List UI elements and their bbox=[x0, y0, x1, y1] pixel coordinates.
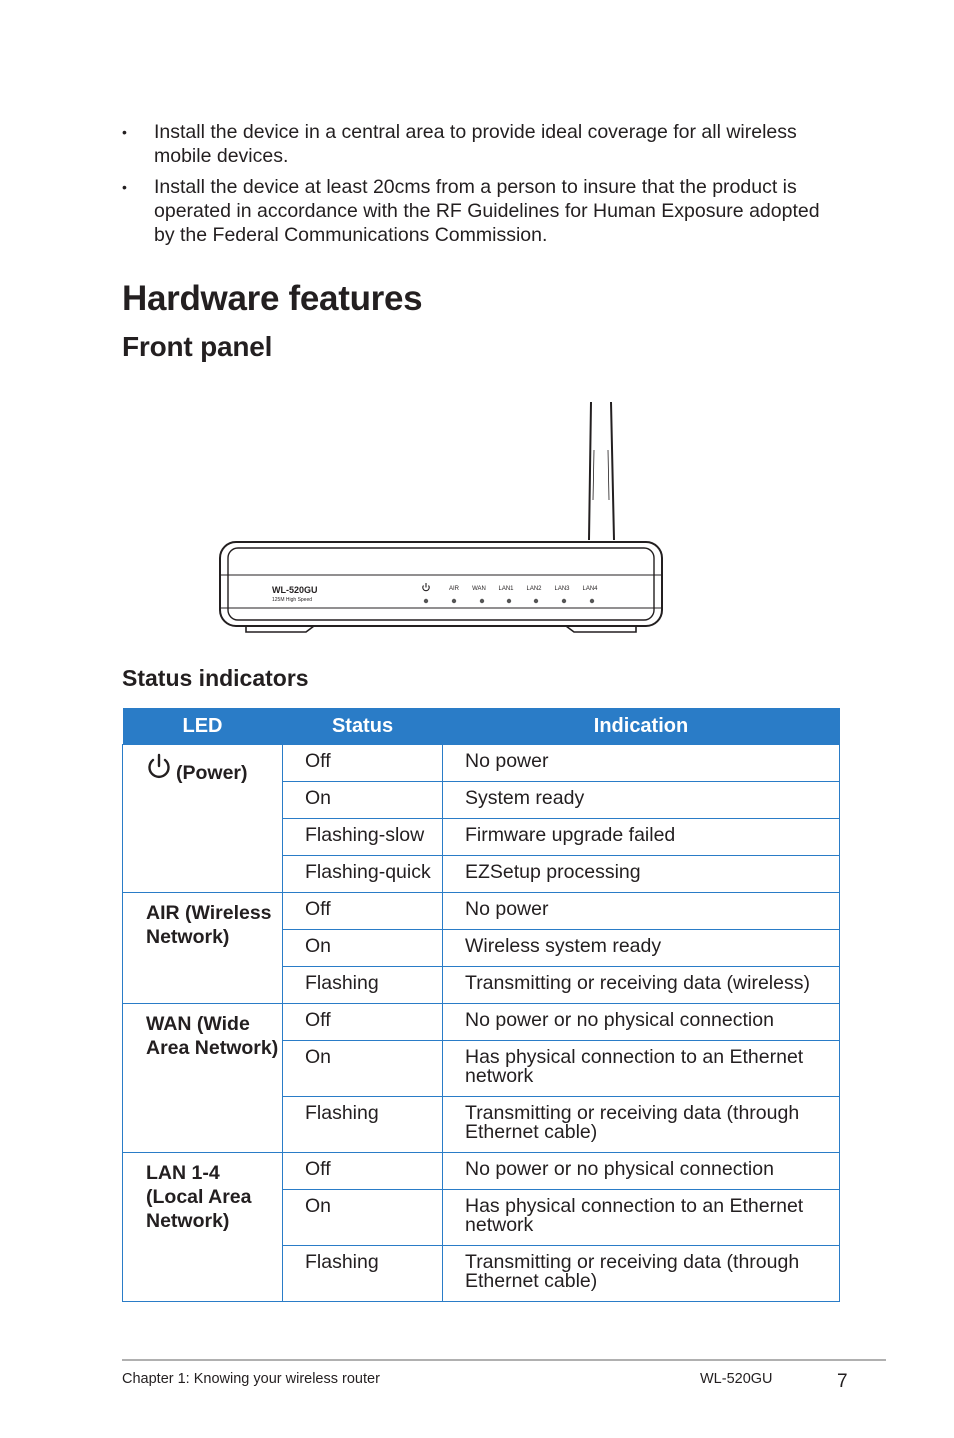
status-indicators-heading: Status indicators bbox=[122, 665, 309, 691]
bullet-text: Install the device at least 20cms from a person to insure that the product is operated in accordance with the RF Guidelines for Human Exposure adopted by the Federal Communications Commission. bbox=[154, 176, 820, 246]
led-dot bbox=[534, 599, 538, 603]
led-cell-wan: WAN (Wide Area Network) bbox=[123, 1004, 283, 1153]
table-row bbox=[123, 745, 840, 782]
bullet-list bbox=[122, 120, 842, 254]
status-cell: Off bbox=[283, 1004, 443, 1041]
status-cell: Off bbox=[283, 893, 443, 930]
status-cell: On bbox=[283, 930, 443, 967]
status-cell: Flashing bbox=[283, 1097, 443, 1153]
indication-cell: No power bbox=[443, 893, 840, 930]
led-cell-power bbox=[123, 745, 283, 893]
indication-cell: Transmitting or receiving data (through Ethernet cable) bbox=[443, 1246, 840, 1302]
router-body bbox=[220, 542, 662, 626]
header-led: LED bbox=[123, 708, 283, 745]
section-title: Front panel bbox=[122, 331, 273, 362]
led-label-lan2: LAN2 bbox=[526, 586, 542, 592]
indication-cell: No power or no physical connection bbox=[443, 1153, 840, 1190]
page-title: Hardware features bbox=[122, 279, 423, 318]
table-header-row bbox=[123, 708, 840, 745]
header-status: Status bbox=[283, 708, 443, 745]
led-dot bbox=[590, 599, 594, 603]
page-number: 7 bbox=[837, 1371, 848, 1392]
led-cell-lan: LAN 1-4 (Local Area Network) bbox=[123, 1153, 283, 1302]
indication-cell: Transmitting or receiving data (through Ethernet cable) bbox=[443, 1097, 840, 1153]
led-label-lan1: LAN1 bbox=[498, 586, 514, 592]
indication-cell: Has physical connection to an Ethernet network bbox=[443, 1190, 840, 1246]
led-label-lan3: LAN3 bbox=[554, 586, 570, 592]
power-icon bbox=[146, 753, 172, 787]
header-indication: Indication bbox=[443, 708, 840, 745]
footer-model: WL-520GU bbox=[700, 1371, 773, 1387]
table-row bbox=[123, 893, 840, 930]
led-label-air: AIR bbox=[448, 586, 460, 592]
router-tagline: 125M High Speed bbox=[272, 597, 313, 603]
status-indicator-table bbox=[122, 708, 840, 1302]
router-front-panel-illustration bbox=[216, 400, 668, 636]
status-cell: Flashing-quick bbox=[283, 856, 443, 893]
indication-cell: System ready bbox=[443, 782, 840, 819]
bullet-symbol: • bbox=[122, 179, 127, 195]
led-cell-air: AIR (Wireless Network) bbox=[123, 893, 283, 1004]
led-dot bbox=[480, 599, 484, 603]
indication-cell: Firmware upgrade failed bbox=[443, 819, 840, 856]
indication-cell: Has physical connection to an Ethernet network bbox=[443, 1041, 840, 1097]
bullet-symbol: • bbox=[122, 124, 127, 140]
table-row bbox=[123, 1004, 840, 1041]
indication-cell: Wireless system ready bbox=[443, 930, 840, 967]
footer-chapter: Chapter 1: Knowing your wireless router bbox=[122, 1371, 380, 1387]
led-dot bbox=[562, 599, 566, 603]
status-cell: On bbox=[283, 782, 443, 819]
status-cell: Flashing bbox=[283, 967, 443, 1004]
footer-divider bbox=[122, 1359, 886, 1361]
status-cell: Flashing bbox=[283, 1246, 443, 1302]
indication-cell: No power or no physical connection bbox=[443, 1004, 840, 1041]
status-cell: Flashing-slow bbox=[283, 819, 443, 856]
indication-cell: No power bbox=[443, 745, 840, 782]
table-row bbox=[123, 1153, 840, 1190]
bullet-item bbox=[122, 175, 842, 247]
indication-cell: EZSetup processing bbox=[443, 856, 840, 893]
led-dot bbox=[452, 599, 456, 603]
antenna bbox=[589, 402, 614, 540]
router-model-label: WL-520GU bbox=[272, 585, 318, 595]
status-cell: On bbox=[283, 1190, 443, 1246]
led-label-wan: WAN bbox=[472, 586, 486, 592]
status-cell: Off bbox=[283, 745, 443, 782]
power-label: (Power) bbox=[176, 762, 248, 784]
led-dot bbox=[507, 599, 511, 603]
bullet-text: Install the device in a central area to provide ideal coverage for all wireless mobile devices. bbox=[154, 121, 797, 167]
led-label-lan4: LAN4 bbox=[582, 586, 598, 592]
indication-cell: Transmitting or receiving data (wireless) bbox=[443, 967, 840, 1004]
status-cell: On bbox=[283, 1041, 443, 1097]
bullet-item bbox=[122, 120, 842, 168]
status-cell: Off bbox=[283, 1153, 443, 1190]
